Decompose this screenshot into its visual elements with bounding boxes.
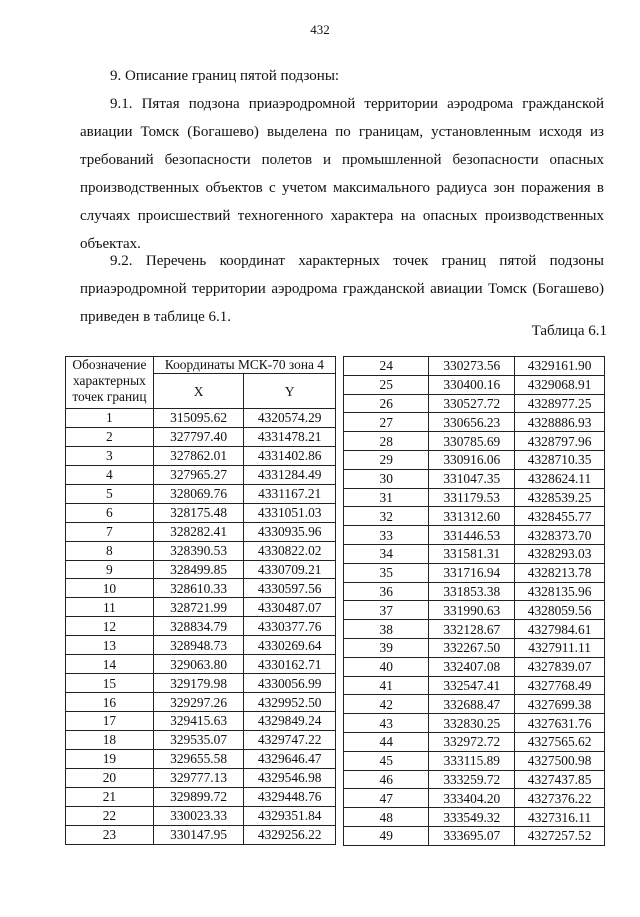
y-coordinate-cell: 4329747.22 (244, 730, 336, 749)
point-number-cell: 28 (344, 432, 429, 451)
point-number-cell: 45 (344, 751, 429, 770)
table-row (66, 768, 336, 787)
table-row (344, 413, 605, 432)
x-coordinate-cell: 333549.32 (429, 808, 515, 827)
y-coordinate-cell: 4328710.35 (515, 450, 605, 469)
y-coordinate-cell: 4330269.64 (244, 636, 336, 655)
point-number-cell: 5 (66, 484, 154, 503)
table-row (344, 375, 605, 394)
y-coordinate-cell: 4328797.96 (515, 432, 605, 451)
x-coordinate-cell: 332547.41 (429, 676, 515, 695)
y-coordinate-cell: 4327257.52 (515, 826, 605, 845)
x-coordinate-cell: 330785.69 (429, 432, 515, 451)
y-coordinate-cell: 4331284.49 (244, 465, 336, 484)
table-row (344, 526, 605, 545)
point-number-cell: 1 (66, 409, 154, 428)
point-number-cell: 48 (344, 808, 429, 827)
table-row (344, 563, 605, 582)
x-coordinate-cell: 330400.16 (429, 375, 515, 394)
x-coordinate-cell: 329063.80 (153, 655, 244, 674)
table-row (66, 446, 336, 465)
y-coordinate-cell: 4330822.02 (244, 541, 336, 560)
table-row (66, 503, 336, 522)
x-coordinate-cell: 328721.99 (153, 598, 244, 617)
x-coordinate-cell: 330656.23 (429, 413, 515, 432)
y-coordinate-cell: 4327839.07 (515, 657, 605, 676)
paragraph-9-1: 9.1. Пятая подзона приаэродромной территории аэродрома гражданской авиации Томск (Богашево) выделена по границам, установленным исходя из требований безопасности полетов и промышленной безопасности опасных производственных объектов с учетом максимального радиуса зон поражения в случаях происшествий техногенного характера на опасных производственных объектах. (80, 96, 604, 252)
y-coordinate-cell: 4330377.76 (244, 617, 336, 636)
point-number-cell: 46 (344, 770, 429, 789)
point-number-cell: 38 (344, 620, 429, 639)
point-number-cell: 41 (344, 676, 429, 695)
point-number-cell: 25 (344, 375, 429, 394)
table-row (66, 427, 336, 446)
y-coordinate-cell: 4331051.03 (244, 503, 336, 522)
table-row (344, 808, 605, 827)
x-coordinate-cell: 331990.63 (429, 601, 515, 620)
y-coordinate-cell: 4328213.78 (515, 563, 605, 582)
x-coordinate-cell: 328948.73 (153, 636, 244, 655)
y-coordinate-cell: 4329256.22 (244, 825, 336, 844)
y-coordinate-cell: 4327437.85 (515, 770, 605, 789)
x-coordinate-cell: 328175.48 (153, 503, 244, 522)
table-row (344, 770, 605, 789)
table-row (66, 749, 336, 768)
point-number-cell: 7 (66, 522, 154, 541)
header-x: X (153, 374, 244, 409)
x-coordinate-cell: 329179.98 (153, 674, 244, 693)
y-coordinate-cell: 4328886.93 (515, 413, 605, 432)
x-coordinate-cell: 328499.85 (153, 560, 244, 579)
x-coordinate-cell: 332128.67 (429, 620, 515, 639)
x-coordinate-cell: 330273.56 (429, 357, 515, 376)
point-number-cell: 9 (66, 560, 154, 579)
x-coordinate-cell: 315095.62 (153, 409, 244, 428)
y-coordinate-cell: 4327565.62 (515, 732, 605, 751)
point-number-cell: 12 (66, 617, 154, 636)
point-number-cell: 14 (66, 655, 154, 674)
section-heading-block (80, 62, 604, 90)
x-coordinate-cell: 332972.72 (429, 732, 515, 751)
table-row (344, 544, 605, 563)
table-row (344, 714, 605, 733)
point-number-cell: 40 (344, 657, 429, 676)
table-row (66, 484, 336, 503)
y-coordinate-cell: 4330056.99 (244, 674, 336, 693)
x-coordinate-cell: 333259.72 (429, 770, 515, 789)
table-row (66, 674, 336, 693)
x-coordinate-cell: 329297.26 (153, 693, 244, 712)
point-number-cell: 3 (66, 446, 154, 465)
y-coordinate-cell: 4327376.22 (515, 789, 605, 808)
paragraph-9-2: 9.2. Перечень координат характерных точек границ пятой подзоны приаэродромной территории аэродрома гражданской авиации Томск (Богашево) приведен в таблице 6.1. (80, 253, 604, 325)
point-number-cell: 8 (66, 541, 154, 560)
x-coordinate-cell: 330527.72 (429, 394, 515, 413)
x-coordinate-cell: 332688.47 (429, 695, 515, 714)
table-row (66, 541, 336, 560)
table-row (66, 465, 336, 484)
x-coordinate-cell: 331446.53 (429, 526, 515, 545)
y-coordinate-cell: 4329161.90 (515, 357, 605, 376)
x-coordinate-cell: 332267.50 (429, 638, 515, 657)
x-coordinate-cell: 330023.33 (153, 806, 244, 825)
point-number-cell: 31 (344, 488, 429, 507)
table-row (344, 826, 605, 845)
coordinates-table-left (65, 356, 336, 845)
y-coordinate-cell: 4327911.11 (515, 638, 605, 657)
x-coordinate-cell: 328834.79 (153, 617, 244, 636)
y-coordinate-cell: 4329849.24 (244, 712, 336, 731)
table-row (66, 636, 336, 655)
table-row (344, 394, 605, 413)
table-row (344, 695, 605, 714)
table-row (344, 676, 605, 695)
point-number-cell: 43 (344, 714, 429, 733)
y-coordinate-cell: 4330597.56 (244, 579, 336, 598)
point-number-cell: 22 (66, 806, 154, 825)
x-coordinate-cell: 328610.33 (153, 579, 244, 598)
point-number-cell: 21 (66, 787, 154, 806)
point-number-cell: 36 (344, 582, 429, 601)
section-heading: 9. Описание границ пятой подзоны: (110, 68, 340, 84)
x-coordinate-cell: 331853.38 (429, 582, 515, 601)
point-number-cell: 32 (344, 507, 429, 526)
x-coordinate-cell: 331716.94 (429, 563, 515, 582)
table-row (344, 469, 605, 488)
point-number-cell: 27 (344, 413, 429, 432)
table-left-body (66, 409, 336, 845)
x-coordinate-cell: 332830.25 (429, 714, 515, 733)
table-row (344, 582, 605, 601)
y-coordinate-cell: 4328977.25 (515, 394, 605, 413)
point-number-cell: 29 (344, 450, 429, 469)
x-coordinate-cell: 327862.01 (153, 446, 244, 465)
table-row (344, 450, 605, 469)
x-coordinate-cell: 329777.13 (153, 768, 244, 787)
y-coordinate-cell: 4327768.49 (515, 676, 605, 695)
point-number-cell: 42 (344, 695, 429, 714)
x-coordinate-cell: 331312.60 (429, 507, 515, 526)
y-coordinate-cell: 4329448.76 (244, 787, 336, 806)
y-coordinate-cell: 4328373.70 (515, 526, 605, 545)
table-row (66, 712, 336, 731)
point-number-cell: 10 (66, 579, 154, 598)
y-coordinate-cell: 4330162.71 (244, 655, 336, 674)
point-number-cell: 6 (66, 503, 154, 522)
x-coordinate-cell: 333115.89 (429, 751, 515, 770)
table-row (344, 601, 605, 620)
table-row (66, 806, 336, 825)
header-coordinates: Координаты МСК-70 зона 4 (153, 357, 335, 374)
y-coordinate-cell: 4328455.77 (515, 507, 605, 526)
x-coordinate-cell: 331179.53 (429, 488, 515, 507)
point-number-cell: 20 (66, 768, 154, 787)
x-coordinate-cell: 327797.40 (153, 427, 244, 446)
point-number-cell: 39 (344, 638, 429, 657)
y-coordinate-cell: 4327316.11 (515, 808, 605, 827)
table-label: Таблица 6.1 (531, 323, 607, 339)
table-row (66, 787, 336, 806)
x-coordinate-cell: 328069.76 (153, 484, 244, 503)
y-coordinate-cell: 4330487.07 (244, 598, 336, 617)
page-number: 432 (310, 22, 330, 37)
point-number-cell: 2 (66, 427, 154, 446)
point-number-cell: 23 (66, 825, 154, 844)
y-coordinate-cell: 4331402.86 (244, 446, 336, 465)
point-number-cell: 34 (344, 544, 429, 563)
x-coordinate-cell: 330916.06 (429, 450, 515, 469)
y-coordinate-cell: 4328624.11 (515, 469, 605, 488)
table-row (66, 655, 336, 674)
table-row (66, 617, 336, 636)
x-coordinate-cell: 327965.27 (153, 465, 244, 484)
y-coordinate-cell: 4328135.96 (515, 582, 605, 601)
table-row (66, 579, 336, 598)
table-row (66, 522, 336, 541)
x-coordinate-cell: 333695.07 (429, 826, 515, 845)
point-number-cell: 49 (344, 826, 429, 845)
table-row (66, 409, 336, 428)
point-number-cell: 15 (66, 674, 154, 693)
point-number-cell: 17 (66, 712, 154, 731)
x-coordinate-cell: 331581.31 (429, 544, 515, 563)
point-number-cell: 24 (344, 357, 429, 376)
point-number-cell: 18 (66, 730, 154, 749)
point-number-cell: 47 (344, 789, 429, 808)
point-number-cell: 26 (344, 394, 429, 413)
point-number-cell: 11 (66, 598, 154, 617)
y-coordinate-cell: 4327984.61 (515, 620, 605, 639)
point-number-cell: 30 (344, 469, 429, 488)
point-number-cell: 33 (344, 526, 429, 545)
coordinates-table-right (343, 356, 605, 846)
y-coordinate-cell: 4327500.98 (515, 751, 605, 770)
point-number-cell: 4 (66, 465, 154, 484)
y-coordinate-cell: 4329351.84 (244, 806, 336, 825)
x-coordinate-cell: 328282.41 (153, 522, 244, 541)
point-number-cell: 37 (344, 601, 429, 620)
y-coordinate-cell: 4329646.47 (244, 749, 336, 768)
y-coordinate-cell: 4331167.21 (244, 484, 336, 503)
x-coordinate-cell: 329415.63 (153, 712, 244, 731)
table-row (66, 730, 336, 749)
x-coordinate-cell: 330147.95 (153, 825, 244, 844)
y-coordinate-cell: 4320574.29 (244, 409, 336, 428)
table-row (344, 732, 605, 751)
point-number-cell: 16 (66, 693, 154, 712)
table-row (344, 432, 605, 451)
y-coordinate-cell: 4328059.56 (515, 601, 605, 620)
y-coordinate-cell: 4330709.21 (244, 560, 336, 579)
table-row (344, 357, 605, 376)
table-row (344, 507, 605, 526)
y-coordinate-cell: 4329546.98 (244, 768, 336, 787)
table-row (66, 598, 336, 617)
table-row (344, 620, 605, 639)
y-coordinate-cell: 4329068.91 (515, 375, 605, 394)
table-row (344, 789, 605, 808)
y-coordinate-cell: 4330935.96 (244, 522, 336, 541)
table-row (344, 638, 605, 657)
point-number-cell: 13 (66, 636, 154, 655)
table-right-body (344, 357, 605, 846)
x-coordinate-cell: 332407.08 (429, 657, 515, 676)
x-coordinate-cell: 329899.72 (153, 787, 244, 806)
x-coordinate-cell: 333404.20 (429, 789, 515, 808)
table-row (344, 657, 605, 676)
y-coordinate-cell: 4329952.50 (244, 693, 336, 712)
y-coordinate-cell: 4327699.38 (515, 695, 605, 714)
header-point-designation: Обозначение характерных точек границ (66, 357, 154, 409)
y-coordinate-cell: 4327631.76 (515, 714, 605, 733)
header-y: Y (244, 374, 336, 409)
x-coordinate-cell: 329535.07 (153, 730, 244, 749)
table-row (66, 825, 336, 844)
point-number-cell: 44 (344, 732, 429, 751)
table-row (66, 560, 336, 579)
table-row (66, 693, 336, 712)
x-coordinate-cell: 328390.53 (153, 541, 244, 560)
y-coordinate-cell: 4328539.25 (515, 488, 605, 507)
point-number-cell: 35 (344, 563, 429, 582)
point-number-cell: 19 (66, 749, 154, 768)
table-row (344, 488, 605, 507)
y-coordinate-cell: 4331478.21 (244, 427, 336, 446)
y-coordinate-cell: 4328293.03 (515, 544, 605, 563)
x-coordinate-cell: 331047.35 (429, 469, 515, 488)
x-coordinate-cell: 329655.58 (153, 749, 244, 768)
table-row (344, 751, 605, 770)
